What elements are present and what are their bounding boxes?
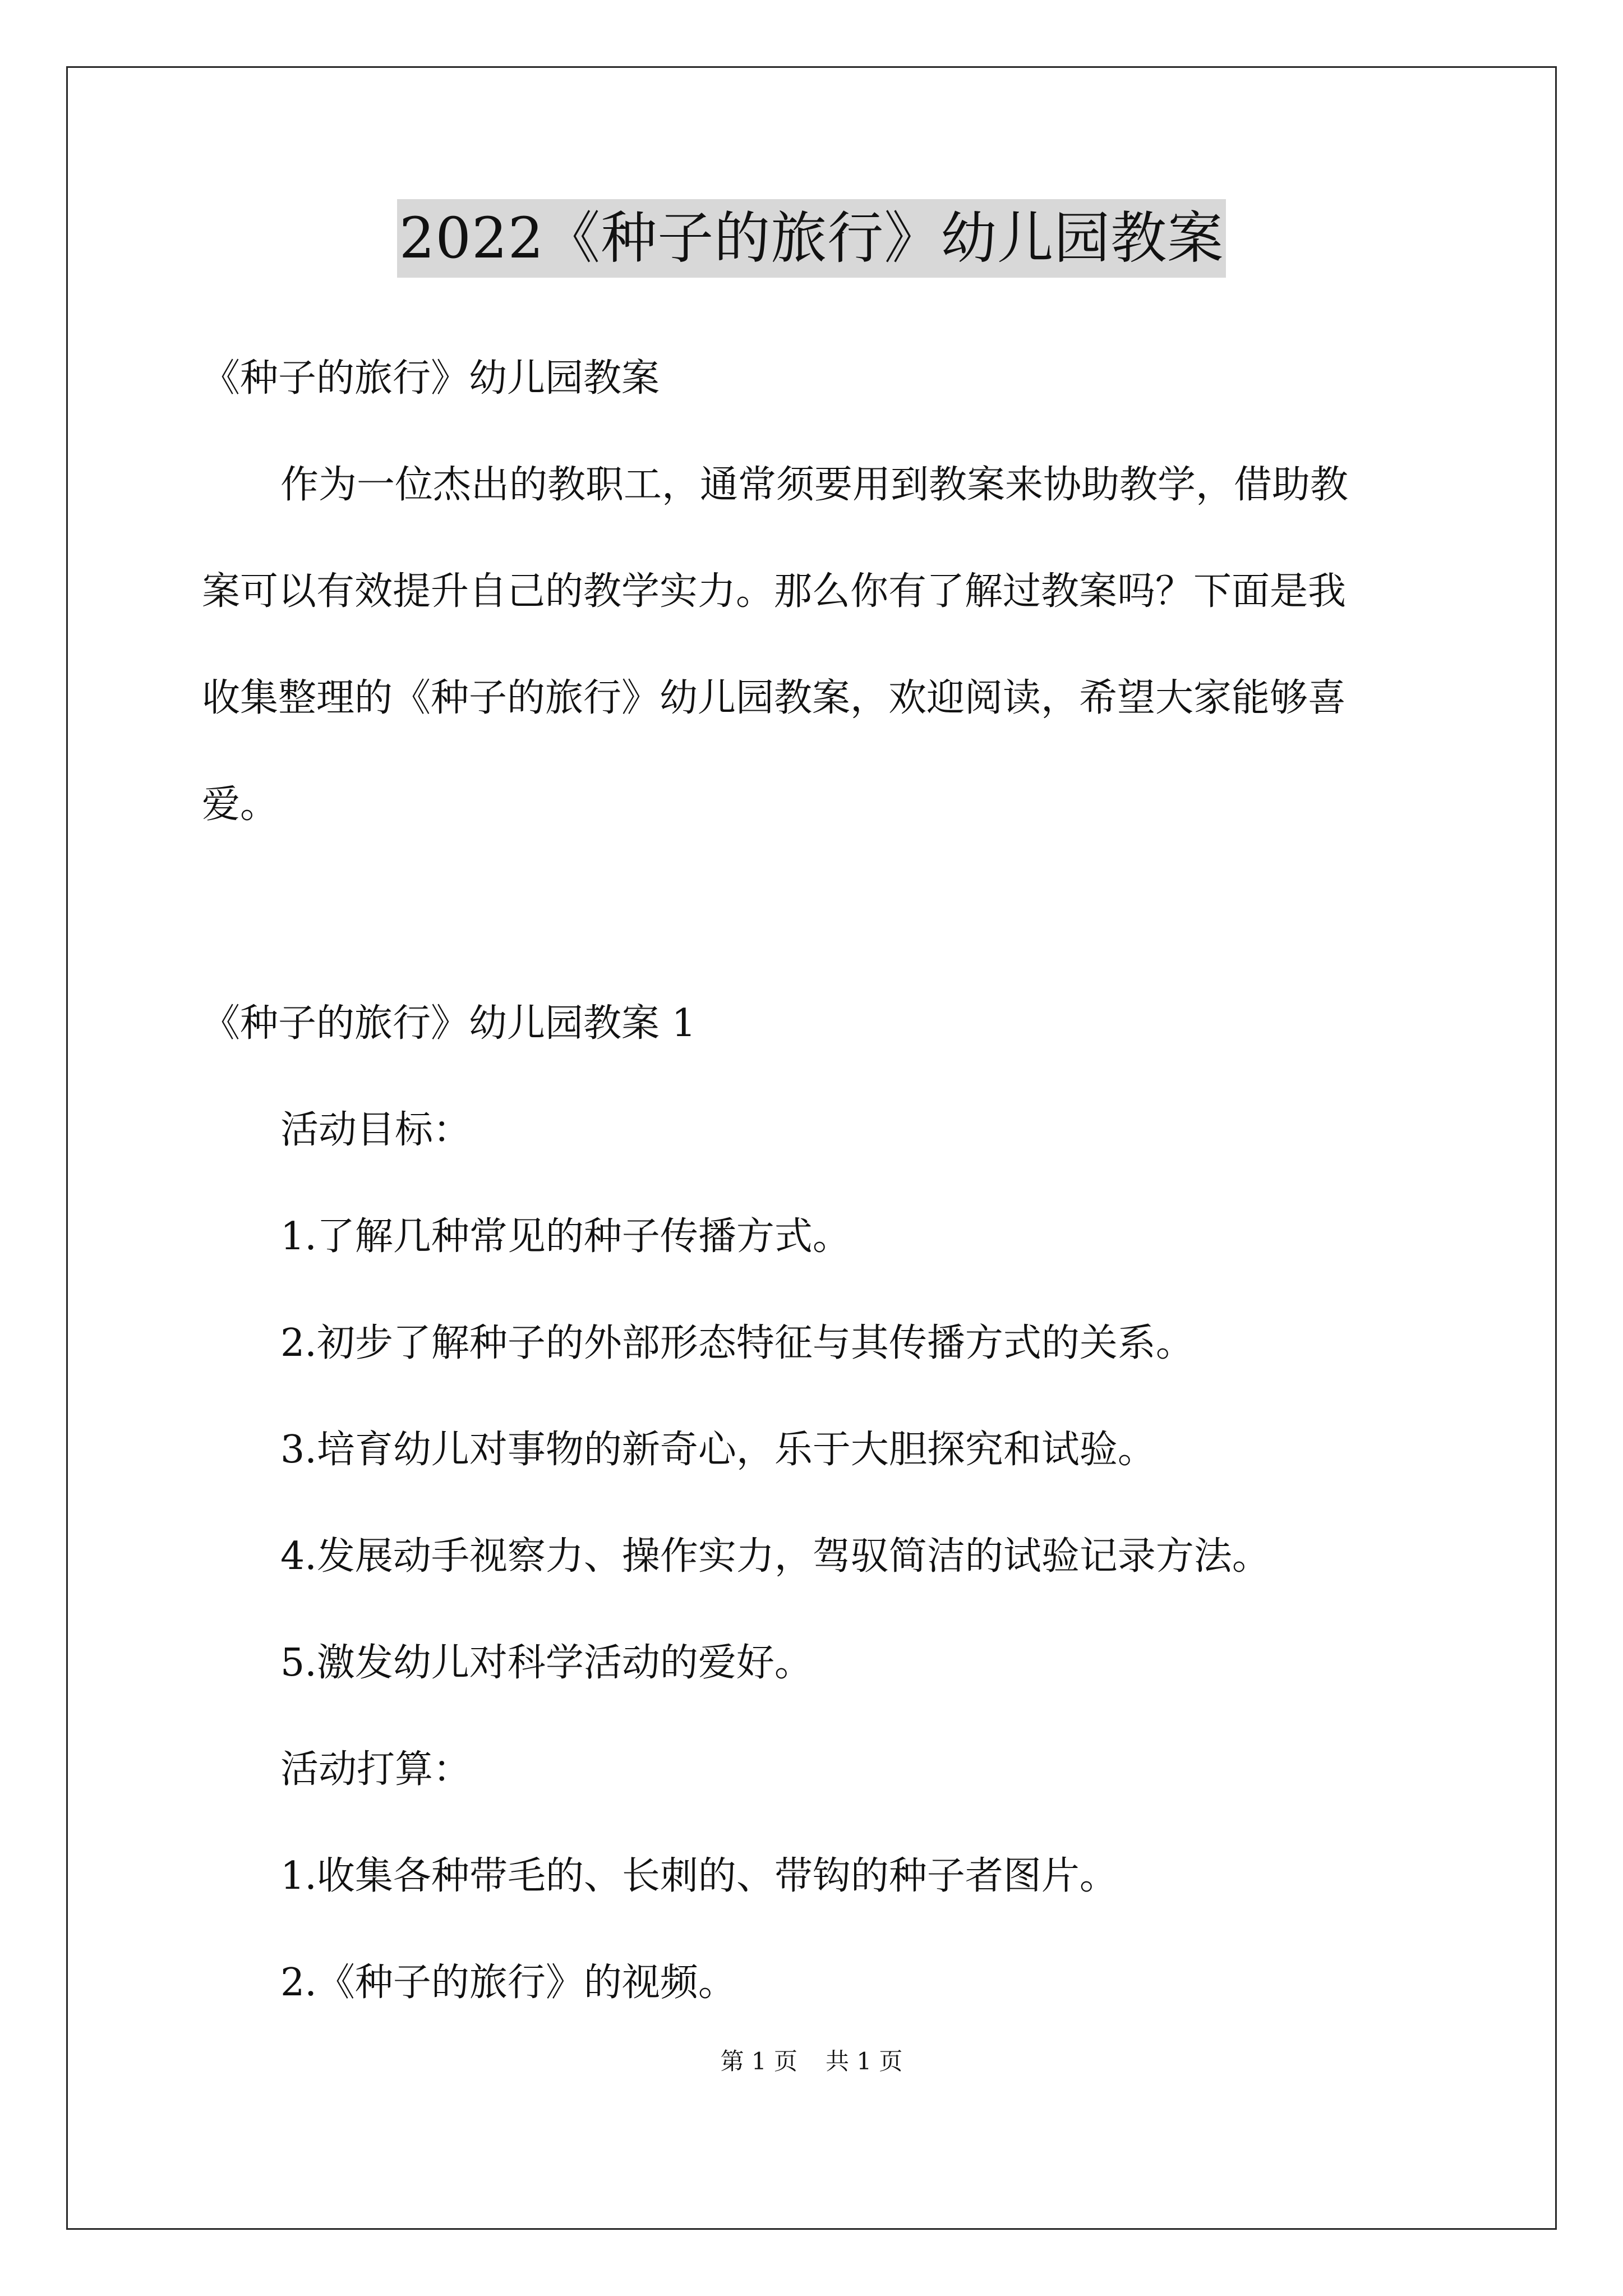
goal-item: 4.发展动手视察力、操作实力，驾驭简洁的试验记录方法。	[280, 1534, 1270, 1579]
intro-line-3: 收集整理的《种子的旅行》幼儿园教案，欢迎阅读，希望大家能够喜	[202, 676, 1347, 720]
section-heading: 《种子的旅行》幼儿园教案 1	[202, 1001, 696, 1046]
page-footer	[0, 2045, 1623, 2078]
document-subtitle: 《种子的旅行》幼儿园教案	[202, 356, 660, 401]
document-title: 2022《种子的旅行》幼儿园教案	[397, 199, 1227, 278]
page-number: 第 1 页	[720, 2047, 797, 2075]
goal-item: 2.初步了解种子的外部形态特征与其传播方式的关系。	[280, 1321, 1194, 1365]
goals-heading: 活动目标：	[280, 1108, 472, 1152]
page-total: 共 1 页	[826, 2047, 903, 2075]
goal-item: 1.了解几种常见的种子传播方式。	[280, 1214, 851, 1259]
intro-line-4: 爱。	[202, 783, 279, 827]
goal-item: 3.培育幼儿对事物的新奇心，乐于大胆探究和试验。	[280, 1428, 1156, 1472]
title-container	[0, 199, 1623, 278]
prep-heading: 活动打算：	[280, 1747, 472, 1792]
prep-item: 2.《种子的旅行》的视频。	[280, 1961, 736, 2005]
intro-line-2: 案可以有效提升自己的教学实力。那么你有了解过教案吗？下面是我	[202, 569, 1347, 614]
intro-line-1: 作为一位杰出的教职工，通常须要用到教案来协助教学，借助教	[280, 463, 1349, 507]
prep-item: 1.收集各种带毛的、长刺的、带钩的种子者图片。	[280, 1854, 1118, 1898]
goal-item: 5.激发幼儿对科学活动的爱好。	[280, 1641, 813, 1685]
